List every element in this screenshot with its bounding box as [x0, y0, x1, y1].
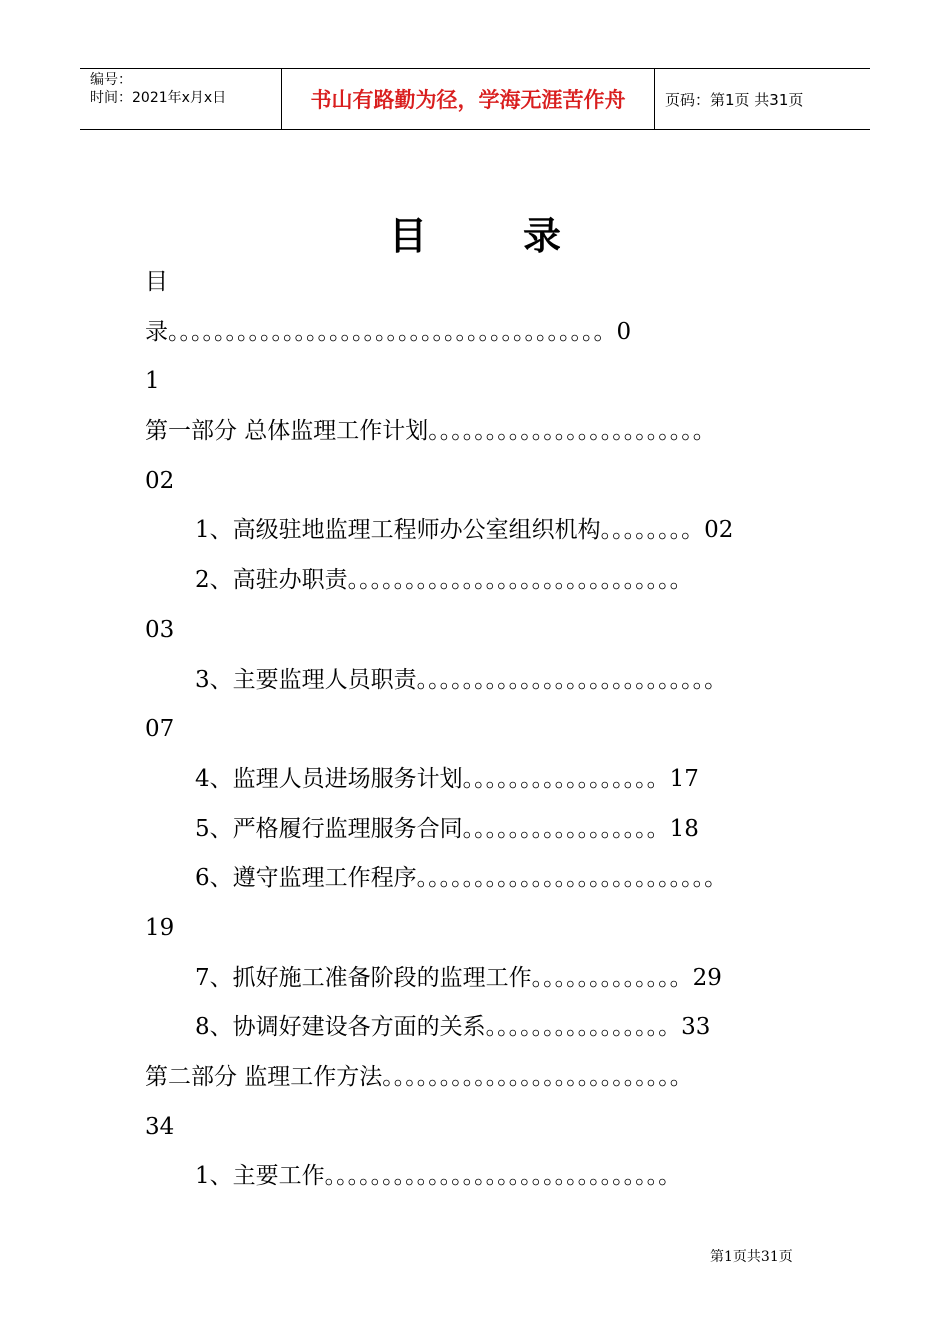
toc-line: 6、遵守监理工作程序。。。。。。。。。。。。。。。。。。。。。。。。。。 [195, 865, 728, 892]
toc-line: 02 [145, 467, 175, 494]
toc-line: 34 [145, 1113, 175, 1140]
header-motto: 书山有路勤为径，学海无涯苦作舟 [282, 69, 655, 129]
toc-line: 1、主要工作。。。。。。。。。。。。。。。。。。。。。。。。。。。。。。 [195, 1163, 682, 1190]
toc-line: 第二部分 监理工作方法。。。。。。。。。。。。。。。。。。。。。。。。。。 [145, 1064, 693, 1090]
document-title: 目录 [388, 214, 657, 258]
toc-line: 07 [145, 716, 175, 743]
toc-line: 1 [145, 368, 160, 395]
toc-line: 5、严格履行监理服务合同。。。。。。。。。。。。。。。。。18 [195, 815, 699, 842]
toc-line: 2、高驻办职责。。。。。。。。。。。。。。。。。。。。。。。。。。。。。 [195, 567, 693, 594]
header-page-info: 页码：第1页 共31页 [665, 90, 804, 109]
time-label: 时间：2021年x月x日 [90, 90, 227, 106]
table-of-contents [145, 258, 825, 1202]
toc-line: 录。。。。。。。。。。。。。。。。。。。。。。。。。。。。。。。。。。。。。。0 [145, 318, 632, 345]
toc-line: 4、监理人员进场服务计划。。。。。。。。。。。。。。。。。17 [195, 765, 699, 792]
code-label: 编号： [90, 72, 132, 88]
page-header [80, 68, 870, 130]
toc-line: 7、抓好施工准备阶段的监理工作。。。。。。。。。。。。。29 [195, 964, 722, 991]
toc-line: 1、高级驻地监理工程师办公室组织机构。。。。。。。。02 [195, 517, 734, 544]
toc-line: 3、主要监理人员职责。。。。。。。。。。。。。。。。。。。。。。。。。。 [195, 666, 728, 693]
header-meta [80, 69, 282, 129]
toc-line: 目 [145, 269, 168, 295]
toc-line: 03 [145, 616, 175, 643]
toc-line: 第一部分 总体监理工作计划。。。。。。。。。。。。。。。。。。。。。。。。 [145, 418, 716, 445]
toc-line: 19 [145, 914, 175, 941]
page-footer: 第1页共31页 [710, 1249, 793, 1265]
toc-line: 8、协调好建设各方面的关系。。。。。。。。。。。。。。。。33 [195, 1014, 711, 1041]
